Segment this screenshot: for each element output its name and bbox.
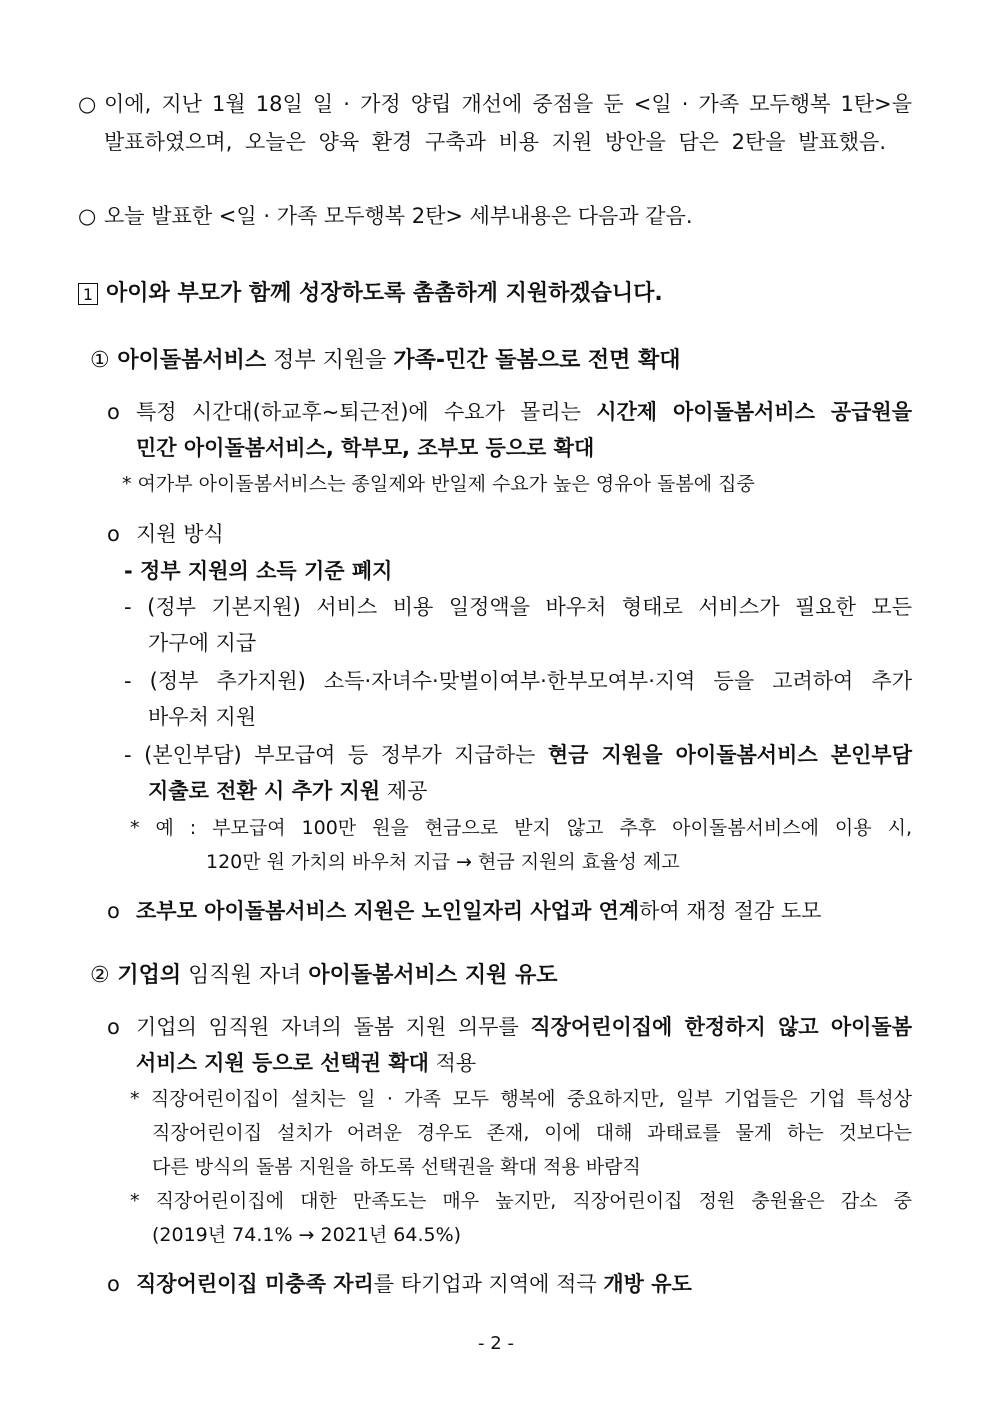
item-1-bullet-1-line-2: 민간 아이돌봄서비스, 학부모, 조부모 등으로 확대: [136, 436, 595, 460]
intro-bullet-1: ○: [78, 92, 97, 116]
item-2-bullet-1-line-2: 서비스 지원 등으로 선택권 확대 적용: [136, 1051, 477, 1075]
intro-paragraph-2: 오늘 발표한 <일 · 가족 모두행복 2탄> 세부내용은 다음과 같음.: [104, 204, 693, 228]
support-detail-2-line-2: 가구에 지급: [148, 631, 257, 655]
item-1-bullet-1-marker: o: [107, 400, 120, 424]
workplace-note-1-line-1: * 직장어린이집이 설치는 일 · 가족 모두 행복에 중요하지만, 일부 기업들은 기업 특성상: [130, 1088, 912, 1110]
support-detail-4-line-1: - (본인부담) 부모급여 등 정부가 지급하는 현금 지원을 아이돌봄서비스 본인부담: [124, 743, 912, 767]
item-2-bullet-1-marker: o: [107, 1015, 120, 1039]
support-detail-1: - 정부 지원의 소득 기준 폐지: [124, 559, 393, 583]
support-detail-2-line-1: - (정부 기본지원) 서비스 비용 일정액을 바우처 형태로 서비스가 필요한 모든: [124, 595, 912, 619]
support-detail-3-line-1: - (정부 추가지원) 소득·자녀수·맞벌이여부·한부모여부·지역 등을 고려하여 추가: [124, 669, 912, 693]
item-1-heading: [90, 347, 681, 375]
intro-bullet-2: ○: [78, 204, 97, 228]
item-2-heading: [90, 962, 558, 990]
item-2-heading-bold-a: 기업의: [117, 963, 182, 988]
item-1-bullet-3-marker: o: [107, 899, 120, 923]
item-1-bullet-1-line-1: 특정 시간대(하교후~퇴근전)에 수요가 몰리는 시간제 아이돌봄서비스 공급원을: [136, 400, 912, 424]
item-2-heading-bold-b: 아이돌봄서비스 지원 유도: [308, 963, 558, 988]
item-1-bullet-3-text: 조부모 아이돌봄서비스 지원은 노인일자리 사업과 연계하여 재정 절감 도모: [136, 899, 822, 923]
item-1-bullet-2-marker: o: [107, 522, 120, 546]
workplace-note-2-line-2: (2019년 74.1% → 2021년 64.5%): [152, 1224, 462, 1246]
item-2-bullet-2-marker: o: [107, 1272, 120, 1296]
page-number: - 2 -: [478, 1333, 514, 1354]
support-detail-3-line-2: 바우처 지원: [148, 705, 257, 729]
section-title: 아이와 부모가 함께 성장하도록 촘촘하게 지원하겠습니다.: [106, 281, 663, 306]
item-1-bullet-1-note: * 여가부 아이돌봄서비스는 종일제와 반일제 수요가 높은 영유아 돌봄에 집중: [122, 473, 755, 495]
support-example-note-line-2: 120만 원 가치의 바우처 지급 → 현금 지원의 효율성 제고: [206, 851, 680, 873]
item-2-heading-normal: 임직원 자녀: [181, 963, 309, 988]
item-2-bullet-2-text: 직장어린이집 미충족 자리를 타기업과 지역에 적극 개방 유도: [136, 1272, 692, 1296]
intro-paragraph-1-line-1: 이에, 지난 1월 18일 일 · 가정 양립 개선에 중점을 둔 <일 · 가족 모두행복 1탄>을: [104, 92, 912, 116]
item-1-heading-bold-b: 가족-민간 돌봄으로 전면 확대: [393, 348, 681, 373]
item-1-heading-normal: 정부 지원을: [266, 348, 394, 373]
item-2-marker: ②: [90, 963, 110, 988]
section-heading: [78, 280, 663, 308]
support-detail-4-line-2: 지출로 전환 시 추가 지원 제공: [148, 779, 428, 803]
intro-paragraph-1-line-2: 발표하였으며, 오늘은 양육 환경 구축과 비용 지원 방안을 담은 2탄을 발표했음.: [104, 130, 886, 154]
workplace-note-2-line-1: * 직장어린이집에 대한 만족도는 매우 높지만, 직장어린이집 정원 충원율은 감소 중: [130, 1190, 912, 1212]
item-2-bullet-1-line-1: 기업의 임직원 자녀의 돌봄 지원 의무를 직장어린이집에 한정하지 않고 아이돌봄: [136, 1015, 912, 1039]
workplace-note-1-line-3: 다른 방식의 돌봄 지원을 하도록 선택권을 확대 적용 바람직: [152, 1156, 641, 1178]
section-number-box: 1: [78, 283, 98, 305]
item-1-marker: ①: [90, 348, 110, 373]
workplace-note-1-line-2: 직장어린이집 설치가 어려운 경우도 존재, 이에 대해 과태료를 물게 하는 것보다는: [152, 1122, 912, 1144]
item-1-heading-bold-a: 아이돌봄서비스: [117, 348, 267, 373]
support-example-note-line-1: * 예 : 부모급여 100만 원을 현금으로 받지 않고 추후 아이돌봄서비스에 이용 시,: [130, 817, 912, 839]
item-1-bullet-2-title: 지원 방식: [136, 522, 224, 546]
